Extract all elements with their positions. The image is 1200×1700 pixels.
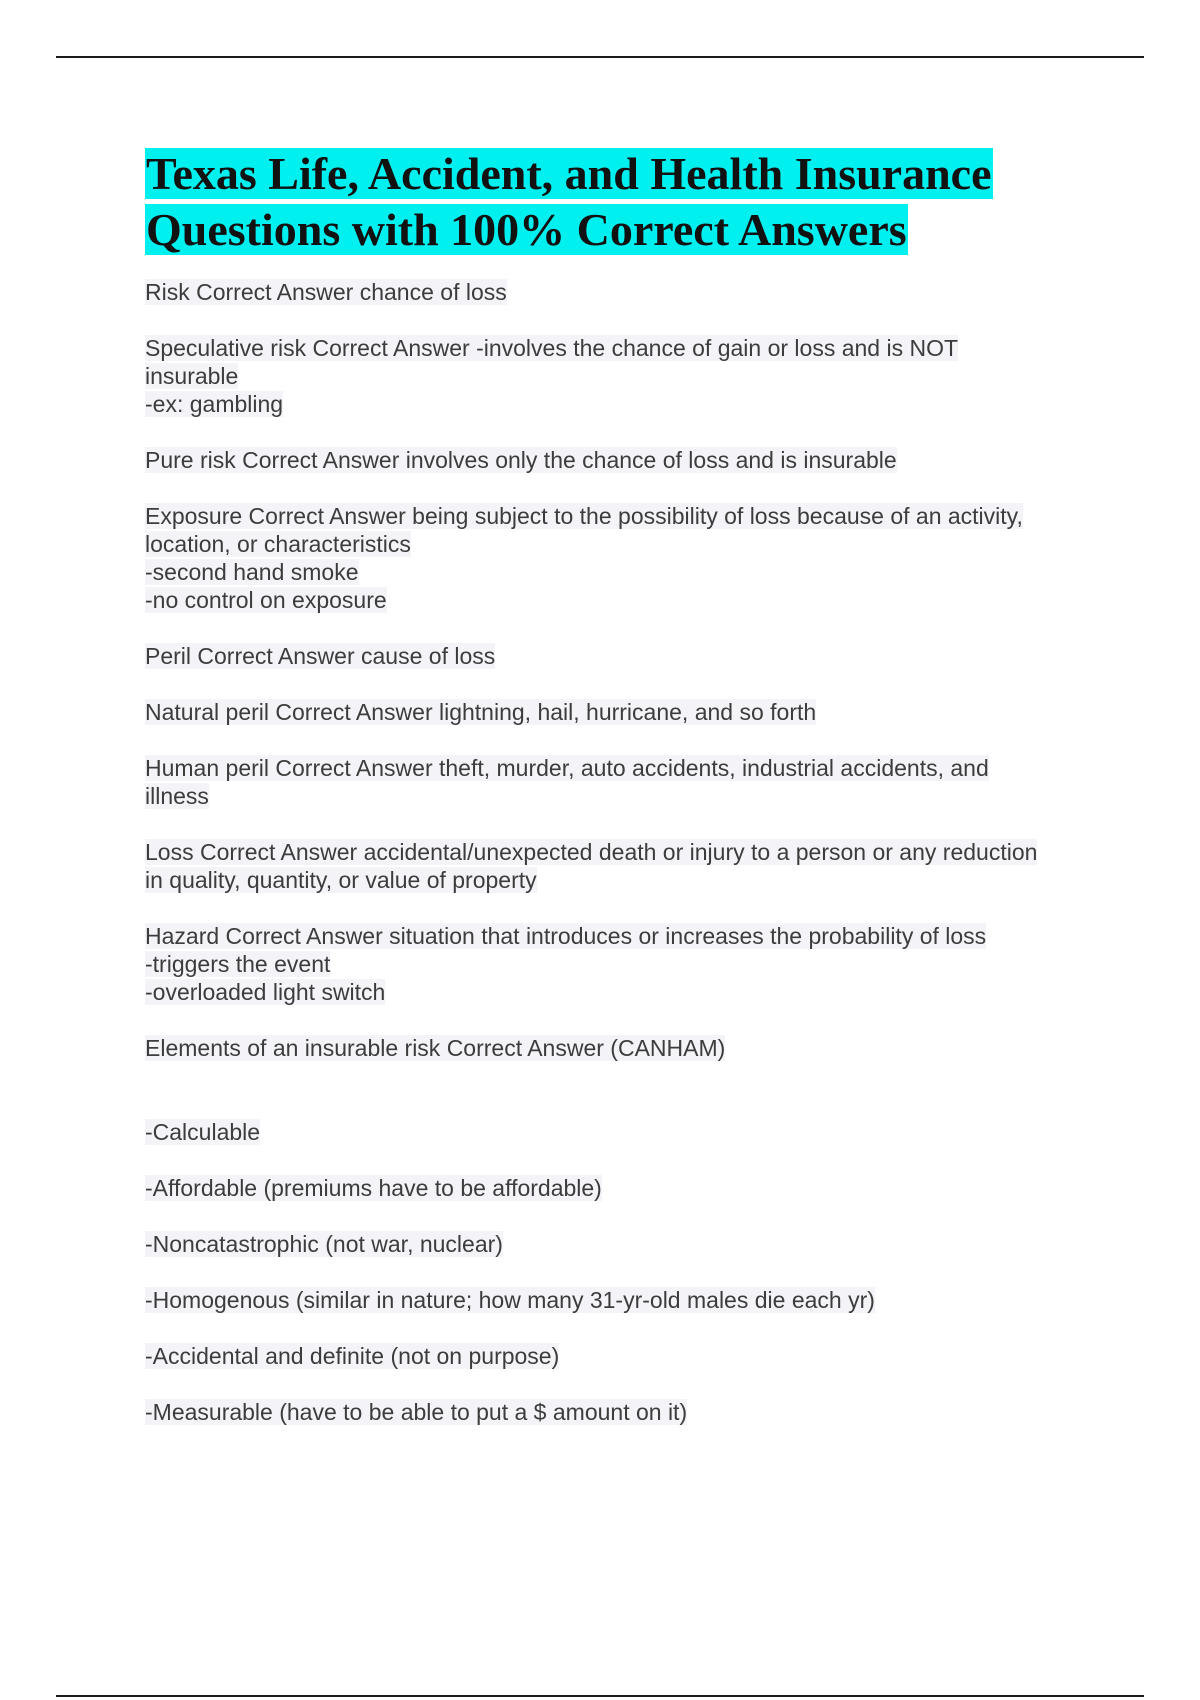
canham-item: -Homogenous (similar in nature; how many 31-yr-old males die each yr) [145, 1287, 875, 1313]
top-rule [56, 56, 1144, 58]
title-line-2: Questions with 100% Correct Answers [146, 204, 907, 255]
title-line-1: Texas Life, Accident, and Health Insurance [146, 148, 992, 199]
entry-line: Exposure Correct Answer being subject to the possibility of loss because of an activity, [145, 503, 1023, 529]
entry-line: illness [145, 783, 209, 809]
entry-line: insurable [145, 363, 239, 389]
canham-item: -Calculable [145, 1119, 261, 1145]
entry-line: Peril Correct Answer cause of loss [145, 643, 496, 669]
entry-pure-risk [145, 446, 1095, 474]
entry-loss [145, 838, 1095, 894]
canham-item: -Accidental and definite (not on purpose) [145, 1343, 560, 1369]
blank-gap [145, 1090, 1095, 1118]
entry-line: Elements of an insurable risk Correct Answer (CANHAM) [145, 1035, 726, 1061]
entry-line: -overloaded light switch [145, 979, 386, 1005]
canham-item: -Measurable (have to be able to put a $ amount on it) [145, 1399, 688, 1425]
entry-natural-peril [145, 698, 1095, 726]
document-title [145, 146, 1095, 258]
entry-hazard [145, 922, 1095, 1006]
entry-line: -ex: gambling [145, 391, 284, 417]
entry-line: Risk Correct Answer chance of loss [145, 279, 507, 305]
canham-item: -Affordable (premiums have to be affordable) [145, 1175, 602, 1201]
entry-line: in quality, quantity, or value of property [145, 867, 537, 893]
bottom-rule [56, 1695, 1144, 1697]
entry-line: location, or characteristics [145, 531, 411, 557]
entry-human-peril [145, 754, 1095, 810]
entry-line: -no control on exposure [145, 587, 387, 613]
entry-exposure [145, 502, 1095, 614]
entry-line: Loss Correct Answer accidental/unexpected death or injury to a person or any reduction [145, 839, 1038, 865]
document-body [145, 146, 1095, 1454]
entry-line: -triggers the event [145, 951, 331, 977]
entry-line: Natural peril Correct Answer lightning, hail, hurricane, and so forth [145, 699, 817, 725]
entry-speculative-risk [145, 334, 1095, 418]
entry-line: Pure risk Correct Answer involves only the chance of loss and is insurable [145, 447, 897, 473]
entry-peril [145, 642, 1095, 670]
canham-item: -Noncatastrophic (not war, nuclear) [145, 1231, 503, 1257]
entry-line: Speculative risk Correct Answer -involves the chance of gain or loss and is NOT [145, 335, 959, 361]
entry-insurable-risk-elements [145, 1034, 1095, 1062]
entry-risk [145, 278, 1095, 306]
entry-line: -second hand smoke [145, 559, 359, 585]
entry-line: Human peril Correct Answer theft, murder, auto accidents, industrial accidents, and [145, 755, 989, 781]
entry-line: Hazard Correct Answer situation that introduces or increases the probability of loss [145, 923, 987, 949]
